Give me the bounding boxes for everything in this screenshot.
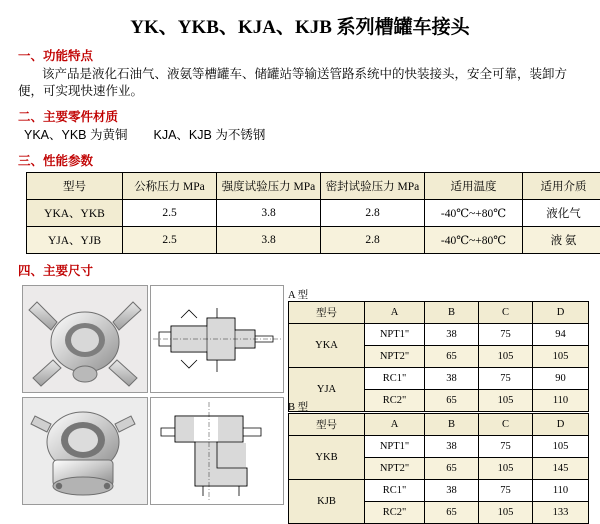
cell-d: 133	[533, 502, 589, 524]
cell-c: 75	[479, 368, 533, 390]
cell-b: 38	[425, 436, 479, 458]
cell-a: RC1"	[365, 480, 425, 502]
cell-strength-pressure: 3.8	[217, 227, 321, 254]
caption-type-b: B 型	[288, 399, 308, 414]
cell-model: KJB	[289, 480, 365, 524]
dimension-table-a	[288, 301, 589, 412]
cell-a: NPT1"	[365, 436, 425, 458]
col-header: C	[479, 414, 533, 436]
cell-d: 94	[533, 324, 589, 346]
col-header: B	[425, 414, 479, 436]
cell-b: 65	[425, 390, 479, 412]
cell-strength-pressure: 3.8	[217, 200, 321, 227]
table-row	[289, 368, 589, 390]
table-header-row	[289, 414, 589, 436]
cell-model: YKA	[289, 324, 365, 368]
table-row	[289, 436, 589, 458]
dimension-table-b	[288, 413, 589, 524]
cell-model: YKA、YKB	[27, 200, 123, 227]
cell-a: NPT2"	[365, 458, 425, 480]
cell-medium: 液化气	[523, 200, 600, 227]
cell-model: YJA	[289, 368, 365, 412]
col-header: D	[533, 302, 589, 324]
cell-seal-pressure: 2.8	[321, 227, 425, 254]
table-row	[289, 480, 589, 502]
table-header-row	[289, 302, 589, 324]
cell-model: YKB	[289, 436, 365, 480]
cell-b: 38	[425, 480, 479, 502]
cell-a: NPT2"	[365, 346, 425, 368]
col-header: 型号	[27, 173, 123, 200]
cell-c: 105	[479, 390, 533, 412]
col-header: 强度试验压力 MPa	[217, 173, 321, 200]
col-header: 型号	[289, 302, 365, 324]
material-steel: KJA、KJB 为不锈钢	[154, 128, 266, 142]
table-row	[289, 324, 589, 346]
cell-seal-pressure: 2.8	[321, 200, 425, 227]
col-header: 公称压力 MPa	[123, 173, 217, 200]
drawing-type-a	[150, 285, 284, 393]
col-header: B	[425, 302, 479, 324]
col-header: A	[365, 302, 425, 324]
col-header: 型号	[289, 414, 365, 436]
cell-a: NPT1"	[365, 324, 425, 346]
photo-type-a	[22, 285, 148, 393]
cell-b: 38	[425, 324, 479, 346]
section-heading-materials: 二、主要零件材质	[18, 107, 600, 125]
col-header: 适用温度	[425, 173, 523, 200]
performance-table	[26, 172, 600, 254]
page-title: YK、YKB、KJA、KJB 系列槽罐车接头	[0, 0, 600, 39]
cell-d: 145	[533, 458, 589, 480]
table-row	[27, 227, 600, 254]
cell-a: RC2"	[365, 502, 425, 524]
col-header: D	[533, 414, 589, 436]
cell-c: 105	[479, 346, 533, 368]
cell-c: 105	[479, 502, 533, 524]
cell-c: 75	[479, 436, 533, 458]
cell-b: 65	[425, 346, 479, 368]
cell-d: 110	[533, 390, 589, 412]
cell-b: 65	[425, 458, 479, 480]
cell-medium: 液 氨	[523, 227, 600, 254]
drawing-type-b	[150, 397, 284, 505]
section-heading-features: 一、功能特点	[18, 46, 600, 64]
cell-nominal-pressure: 2.5	[123, 200, 217, 227]
cell-a: RC2"	[365, 390, 425, 412]
cell-a: RC1"	[365, 368, 425, 390]
section-body-materials	[18, 127, 582, 144]
photo-type-b	[22, 397, 148, 505]
section-heading-performance: 三、性能参数	[18, 151, 600, 169]
caption-type-a: A 型	[288, 287, 308, 302]
cell-c: 105	[479, 458, 533, 480]
cell-d: 90	[533, 368, 589, 390]
table-header-row	[27, 173, 600, 200]
table-row	[27, 200, 600, 227]
cell-d: 110	[533, 480, 589, 502]
cell-c: 75	[479, 480, 533, 502]
section-body-features: 该产品是液化石油气、液氨等槽罐车、储罐站等输送管路系统中的快装接头，安全可靠，装卸方便，可实现快速作业。	[18, 66, 582, 100]
cell-temperature: -40℃~+80℃	[425, 200, 523, 227]
cell-d: 105	[533, 346, 589, 368]
cell-d: 105	[533, 436, 589, 458]
cell-model: YJA、YJB	[27, 227, 123, 254]
col-header: 适用介质	[523, 173, 600, 200]
cell-nominal-pressure: 2.5	[123, 227, 217, 254]
material-brass: YKA、YKB 为黄铜	[24, 128, 128, 142]
cell-c: 75	[479, 324, 533, 346]
cell-temperature: -40℃~+80℃	[425, 227, 523, 254]
section-heading-dimensions: 四、主要尺寸	[18, 261, 600, 279]
cell-b: 38	[425, 368, 479, 390]
col-header: A	[365, 414, 425, 436]
col-header: C	[479, 302, 533, 324]
cell-b: 65	[425, 502, 479, 524]
col-header: 密封试验压力 MPa	[321, 173, 425, 200]
